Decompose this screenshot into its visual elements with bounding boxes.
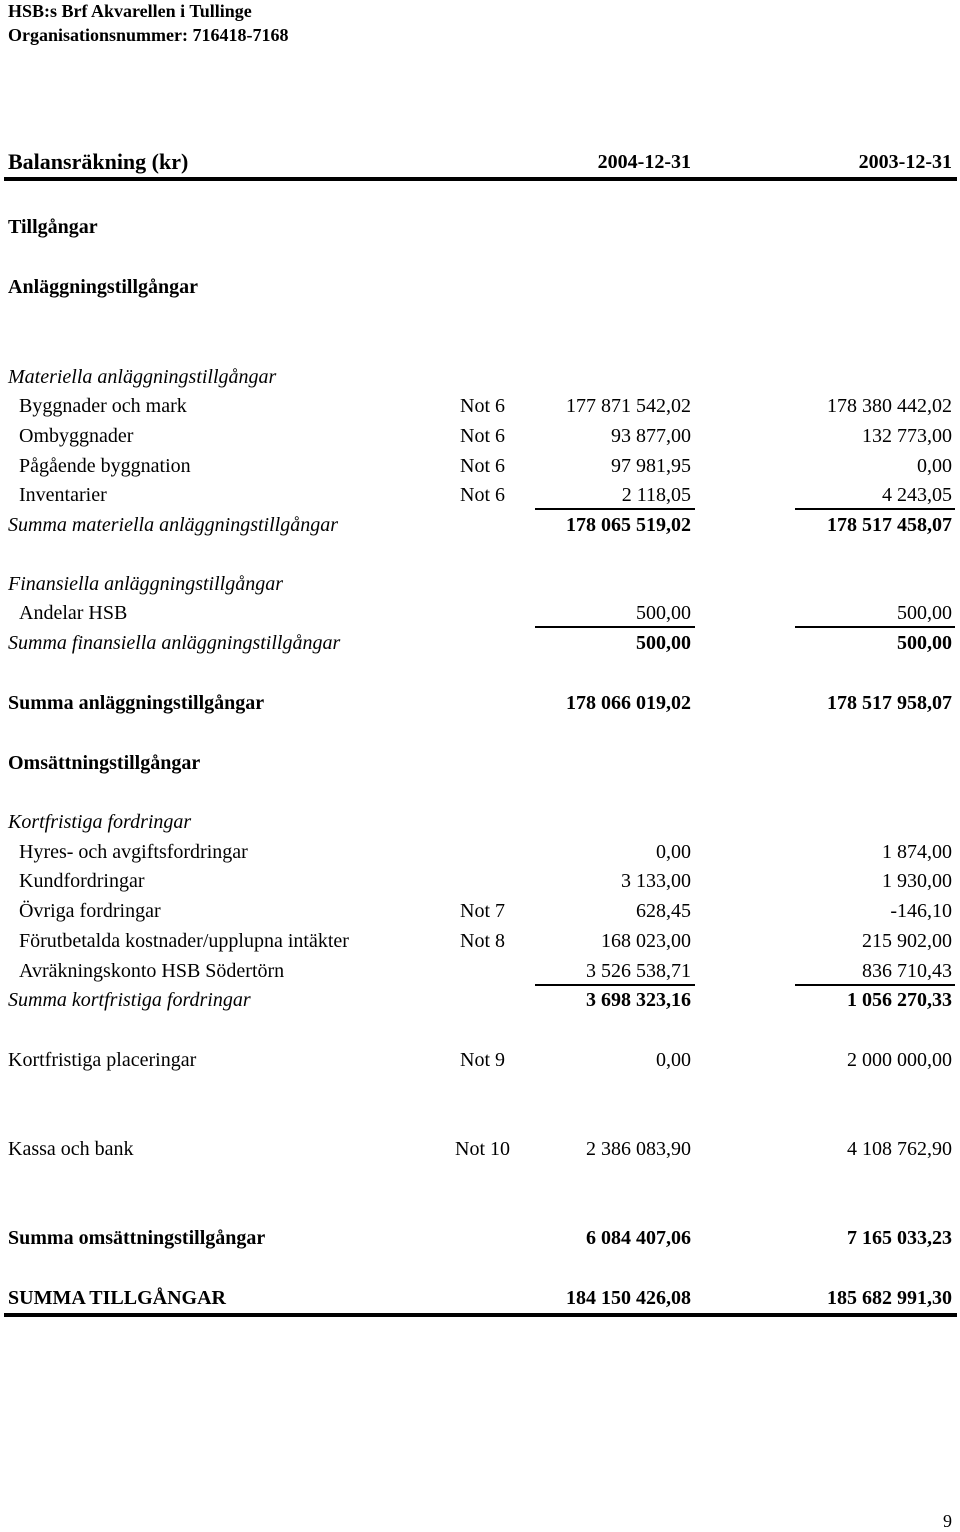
fixed-total-label: Summa anläggningstillgångar — [8, 692, 265, 714]
page-number: 9 — [943, 1511, 952, 1531]
tangible-sum-2003: 178 517 458,07 — [827, 514, 952, 536]
tangible-sum-label: Summa materiella anläggningstillgångar — [8, 514, 338, 536]
investments-label: Kortfristiga placeringar — [8, 1049, 197, 1071]
receivables-heading: Kortfristiga fordringar — [8, 811, 192, 833]
cash-2004: 2 386 083,90 — [586, 1138, 691, 1160]
tangible-assets-heading: Materiella anläggningstillgångar — [8, 366, 277, 388]
row-value-2003: -146,10 — [890, 900, 952, 922]
investments-2003: 2 000 000,00 — [847, 1049, 952, 1071]
financial-assets-heading: Finansiella anläggningstillgångar — [8, 573, 284, 595]
cash-label: Kassa och bank — [8, 1138, 134, 1160]
statement-title: Balansräkning (kr) — [8, 149, 189, 174]
row-value-2004: 2 118,05 — [621, 484, 691, 506]
current-total-2003: 7 165 033,23 — [847, 1227, 952, 1249]
column-header-2003: 2003-12-31 — [858, 151, 952, 173]
row-value-2003: 4 243,05 — [882, 484, 952, 506]
current-total-2004: 6 084 407,06 — [586, 1227, 691, 1249]
subtotal-rule — [535, 508, 695, 510]
receivables-sum-label: Summa kortfristiga fordringar — [8, 989, 251, 1011]
assets-heading: Tillgångar — [8, 216, 98, 238]
financial-sum-label: Summa finansiella anläggningstillgångar — [8, 632, 341, 654]
cash-note: Not 10 — [455, 1138, 510, 1160]
receivables-sum-2003: 1 056 270,33 — [847, 989, 952, 1011]
row-value-2003: 132 773,00 — [862, 425, 952, 447]
row-label: Byggnader och mark — [19, 395, 187, 417]
organization-name: HSB:s Brf Akvarellen i Tullinge — [8, 1, 252, 21]
row-label: Hyres- och avgiftsfordringar — [19, 841, 248, 863]
column-header-2004: 2004-12-31 — [597, 151, 691, 173]
subtotal-rule — [795, 626, 955, 628]
cash-2003: 4 108 762,90 — [847, 1138, 952, 1160]
row-value-2004: 500,00 — [636, 602, 691, 624]
row-value-2003: 500,00 — [897, 602, 952, 624]
row-value-2003: 836 710,43 — [862, 960, 952, 982]
row-note: Not 6 — [460, 484, 505, 506]
row-note: Not 6 — [460, 425, 505, 447]
row-label: Ombyggnader — [19, 425, 134, 447]
row-note: Not 8 — [460, 930, 505, 952]
total-assets-2004: 184 150 426,08 — [566, 1287, 691, 1309]
subtotal-rule — [535, 626, 695, 628]
current-assets-heading: Omsättningstillgångar — [8, 752, 201, 774]
title-underline — [4, 177, 957, 181]
row-value-2003: 0,00 — [917, 455, 952, 477]
subtotal-rule — [795, 984, 955, 986]
organization-number: Organisationsnummer: 716418-7168 — [8, 25, 289, 45]
financial-sum-2004: 500,00 — [636, 632, 691, 654]
row-note: Not 7 — [460, 900, 505, 922]
receivables-sum-2004: 3 698 323,16 — [586, 989, 691, 1011]
row-value-2003: 215 902,00 — [862, 930, 952, 952]
row-value-2004: 97 981,95 — [611, 455, 691, 477]
fixed-total-2003: 178 517 958,07 — [827, 692, 952, 714]
subtotal-rule — [535, 984, 695, 986]
row-value-2004: 93 877,00 — [611, 425, 691, 447]
row-label: Avräkningskonto HSB Södertörn — [19, 960, 285, 982]
row-label: Inventarier — [19, 484, 107, 506]
row-label: Övriga fordringar — [19, 900, 161, 922]
investments-note: Not 9 — [460, 1049, 505, 1071]
row-label: Andelar HSB — [19, 602, 128, 624]
current-total-label: Summa omsättningstillgångar — [8, 1227, 266, 1249]
row-value-2004: 628,45 — [636, 900, 691, 922]
row-label: Kundfordringar — [19, 870, 145, 892]
fixed-total-2004: 178 066 019,02 — [566, 692, 691, 714]
row-note: Not 6 — [460, 455, 505, 477]
row-value-2004: 3 133,00 — [621, 870, 691, 892]
financial-sum-2003: 500,00 — [897, 632, 952, 654]
total-assets-2003: 185 682 991,30 — [827, 1287, 952, 1309]
row-value-2003: 178 380 442,02 — [827, 395, 952, 417]
total-underline — [4, 1313, 957, 1317]
fixed-assets-heading: Anläggningstillgångar — [8, 276, 199, 298]
investments-2004: 0,00 — [656, 1049, 691, 1071]
row-value-2004: 168 023,00 — [601, 930, 691, 952]
tangible-sum-2004: 178 065 519,02 — [566, 514, 691, 536]
row-value-2003: 1 930,00 — [882, 870, 952, 892]
row-value-2004: 3 526 538,71 — [586, 960, 691, 982]
row-label: Pågående byggnation — [19, 455, 191, 477]
total-assets-label: SUMMA TILLGÅNGAR — [8, 1287, 226, 1309]
subtotal-rule — [795, 508, 955, 510]
row-value-2004: 0,00 — [656, 841, 691, 863]
row-value-2004: 177 871 542,02 — [566, 395, 691, 417]
row-value-2003: 1 874,00 — [882, 841, 952, 863]
row-label: Förutbetalda kostnader/upplupna intäkter — [19, 930, 349, 952]
row-note: Not 6 — [460, 395, 505, 417]
